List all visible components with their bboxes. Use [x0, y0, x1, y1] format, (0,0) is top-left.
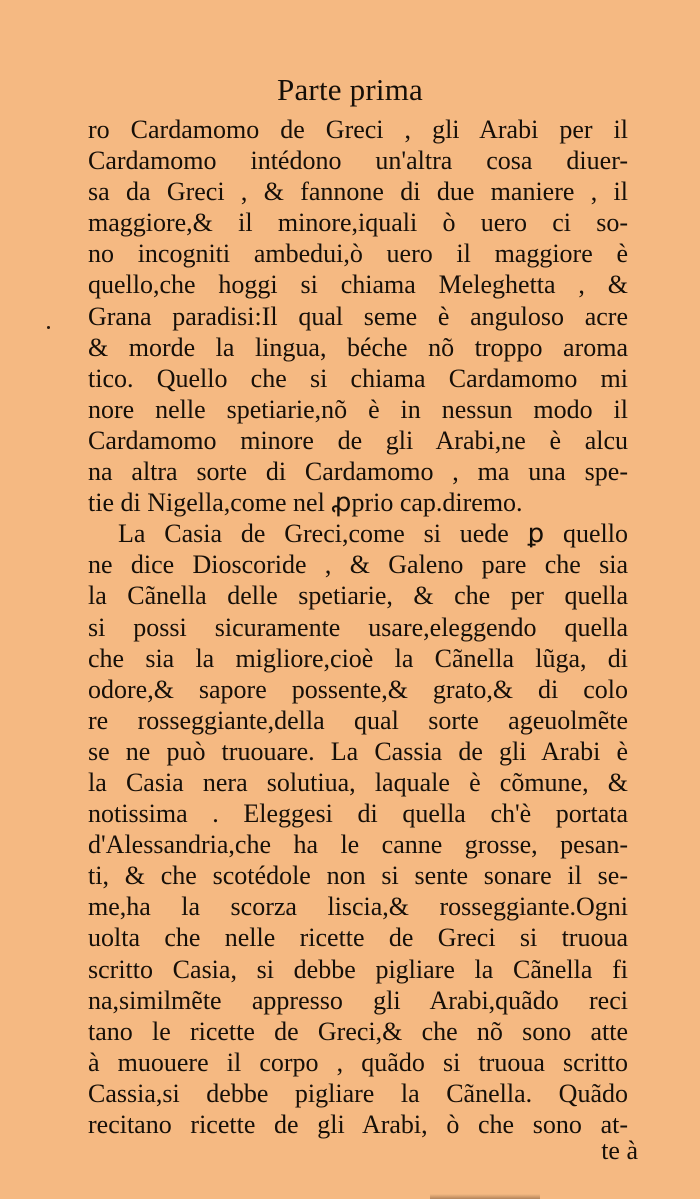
- text-line: re rosseggiante,della qual sorte ageuolmẽte: [88, 705, 628, 735]
- text-line: Cassia,si debbe pigliare la Cãnella. Quãdo: [88, 1078, 628, 1108]
- text-line: no incogniti ambedui,ò uero il maggiore è: [88, 239, 628, 269]
- next-page-shadow: [430, 1194, 540, 1199]
- text-line: ti, & che scotédole non si sente sonare il se-: [88, 861, 628, 891]
- text-line: odore,& sapore possente,& grato,& di colo: [88, 674, 628, 704]
- text-line: & morde la lingua, béche nõ troppo aroma: [88, 332, 628, 362]
- running-title: Parte prima: [277, 72, 423, 107]
- text-line: uolta che nelle ricette de Greci si truoua: [88, 923, 628, 953]
- text-line: nore nelle spetiarie,nõ è in nessun modo il: [88, 394, 628, 424]
- text-line: recitano ricette de gli Arabi, ò che sono at-: [88, 1110, 628, 1139]
- text-line: la Cãnella delle spetiarie, & che per quella: [88, 581, 628, 611]
- text-line: si possi sicuramente usare,eleggendo quella: [88, 612, 628, 642]
- text-line: tico. Quello che si chiama Cardamomo mi: [88, 363, 628, 393]
- text-line: na,similmẽte appresso gli Arabi,quãdo reci: [88, 985, 628, 1015]
- text-line: che sia la migliore,cioè la Cãnella lũga, di: [88, 643, 628, 673]
- body-text: [88, 114, 628, 1140]
- text-line: notissima . Eleggesi di quella ch'è portata: [88, 799, 628, 829]
- paragraph-first-line: La Casia de Greci,come si uede ꝑ quello: [118, 519, 628, 549]
- text-line: tano le ricette de Greci,& che nõ sono atte: [88, 1016, 628, 1046]
- text-line: d'Alessandria,che ha le canne grosse, pesan-: [88, 830, 628, 860]
- text-line: à muouere il corpo , quãdo si truoua scritto: [88, 1047, 628, 1077]
- text-line: me,ha la scorza liscia,& rosseggiante.Ogni: [88, 892, 628, 922]
- text-line: quello,che hoggi si chiama Meleghetta , &: [88, 270, 628, 300]
- catchword: te à: [601, 1136, 638, 1165]
- text-line: Cardamomo minore de gli Arabi,ne è alcu: [88, 425, 628, 455]
- text-line: ne dice Dioscoride , & Galeno pare che sia: [88, 550, 628, 580]
- text-line: Cardamomo intédono un'altra cosa diuer-: [88, 146, 628, 176]
- text-line: Grana paradisi:Il qual seme è angulosо acre: [88, 301, 628, 331]
- text-line: sa da Greci , & fannone di due maniere , il: [88, 177, 628, 207]
- paragraph-last-line: tie di Nigella,come nel ꝓprio cap.diremo.: [88, 488, 523, 518]
- text-line: scritto Casia, si debbe pigliare la Cãnella fi: [88, 954, 628, 984]
- text-line: se ne può truouare. La Cassia de gli Arabi è: [88, 736, 628, 766]
- text-line: na altra sorte di Cardamomo , ma una spe-: [88, 457, 628, 487]
- text-line: maggiore,& il minore,iquali ò uero ci so-: [88, 208, 628, 238]
- ink-speck: [47, 326, 50, 329]
- text-line: ro Cardamomo de Greci , gli Arabi per il: [88, 115, 628, 144]
- text-line: la Casia nera solutiua, laquale è cõmune, &: [88, 767, 628, 797]
